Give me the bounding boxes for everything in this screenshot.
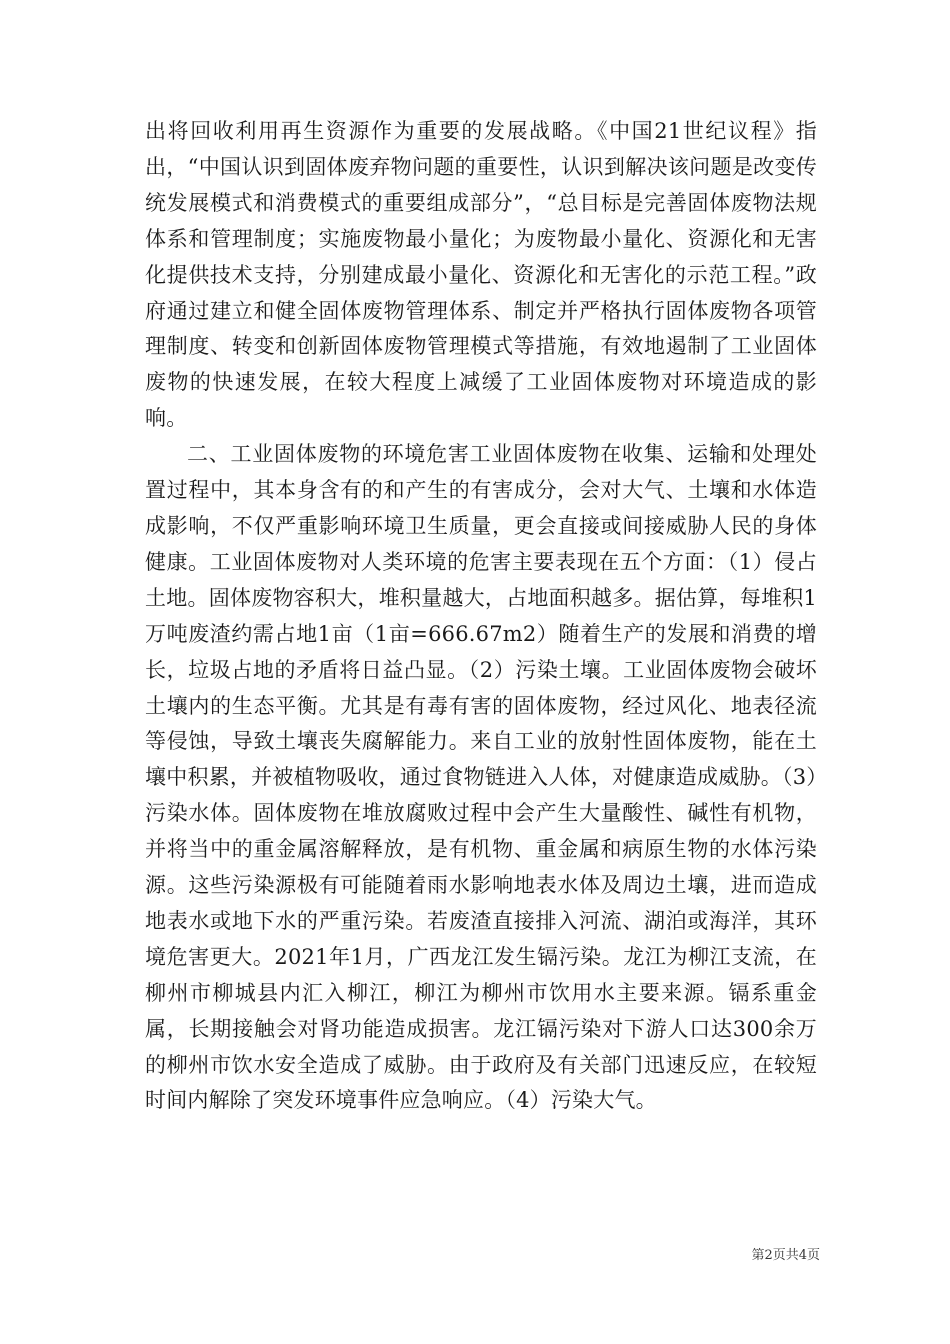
paragraph-environmental-hazards: 二、工业固体废物的环境危害工业固体废物在收集、运输和处理处置过程中，其本身含有的和产生的有害成分，会对大气、土壤和水体造成影响，不仅严重影响环境卫生质量，更会直接或间接威胁人民的身体健康。工业固体废物对人类环境的危害主要表现在五个方面：（1）侵占土地。固体废物容积大，堆积量越大，占地面积越多。据估算，每堆积1万吨废渣约需占地1亩（1亩=666.67m2）随着生产的发展和消费的增长，垃圾占地的矛盾将日益凸显。（2）污染土壤。工业固体废物会破坏土壤内的生态平衡。尤其是有毒有害的固体废物，经过风化、地表径流等侵蚀，导致土壤丧失腐解能力。来自工业的放射性固体废物，能在土壤中积累，并被植物吸收，通过食物链进入人体，对健康造成威胁。（3）污染水体。固体废物在堆放腐败过程中会产生大量酸性、碱性有机物，并将当中的重金属溶解释放，是有机物、重金属和病原生物的水体污染源。这些污染源极有可能随着雨水影响地表水体及周边土壤，进而造成地表水或地下水的严重污染。若废渣直接排入河流、湖泊或海洋，其环境危害更大。2021年1月，广西龙江发生镉污染。龙江为柳江支流，在柳州市柳城县内汇入柳江，柳江为柳州市饮用水主要来源。镉系重金属，长期接触会对肾功能造成损害。龙江镉污染对下游人口达300余万的柳州市饮水安全造成了威胁。由于政府及有关部门迅速反应，在较短时间内解除了突发环境事件应急响应。（4）污染大气。 xyxy=(145,442,817,1113)
paragraph-continuation: 出将回收利用再生资源作为重要的发展战略。《中国21世纪议程》指出，“中国认识到固体废弃物问题的重要性，认识到解决该问题是改变传统发展模式和消费模式的重要组成部分”，“总目标是完善固体废物法规体系和管理制度；实施废物最小量化；为废物最小量化、资源化和无害化提供技术支持，分别建成最小量化、资源化和无害化的示范工程。”政府通过建立和健全固体废物管理体系、制定并严格执行固体废物各项管理制度、转变和创新固体废物管理模式等措施，有效地遏制了工业固体废物的快速发展，在较大程度上减缓了工业固体废物对环境造成的影响。 xyxy=(145,119,817,431)
body-text xyxy=(145,114,817,1119)
page-number-footer: 第2页共4页 xyxy=(751,1248,820,1263)
